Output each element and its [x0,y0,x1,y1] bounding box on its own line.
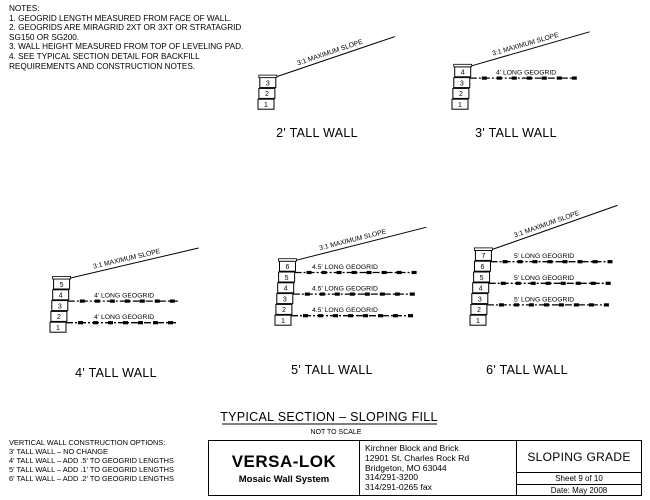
geogrid-label: 5' LONG GEOGRID [514,274,575,282]
geogrid-node [561,282,566,285]
geogrid-node [518,260,523,263]
geogrid-node [578,260,583,263]
wall-cap [259,75,277,78]
geogrid-node [305,293,310,296]
block-number: 3 [265,80,270,88]
block-number: 4 [58,292,63,300]
wall-cap [279,259,297,262]
geogrid-node [352,271,357,274]
notes-heading: NOTES: [9,4,40,13]
wall-title: 6' TALL WALL [486,363,568,377]
block-number: 3 [477,296,482,304]
geogrid-node [138,321,143,324]
block-number: 3 [282,296,287,304]
geogrid-node [531,282,536,285]
block-number: 3 [57,303,62,311]
block-number: 6 [285,264,290,271]
block-number: 2 [264,91,269,99]
wall-title: 3' TALL WALL [475,126,557,140]
brand-box [209,441,360,495]
block-number: 4 [478,285,483,293]
geogrid-node [153,321,158,324]
geogrid-node [348,314,353,317]
wall-title: 5' TALL WALL [291,363,373,377]
options-heading: VERTICAL WALL CONSTRUCTION OPTIONS: [9,438,166,447]
geogrid-node [363,314,368,317]
geogrid-node [410,293,415,296]
block-number: 6 [480,264,485,271]
geogrid-node [527,77,532,80]
sheet-number: Sheet 9 of 10 [517,473,641,485]
wall-title: 2' TALL WALL [276,126,358,140]
brand-name: VERSA-LOK [231,451,337,471]
block-number: 4 [460,69,465,77]
note-line: 3. WALL HEIGHT MEASURED FROM TOP OF LEVELING PAD. [9,42,244,52]
option-line: 4' TALL WALL – ADD .5' TO GEOGRID LENGTHS [9,456,174,465]
geogrid-node [303,314,308,317]
geogrid-label: 4' LONG GEOGRID [94,314,155,322]
option-line: 5' TALL WALL – ADD .1' TO GEOGRID LENGTHS [9,465,174,474]
block-number: 3 [459,80,464,88]
block-number: 7 [481,253,486,261]
option-line: 3' TALL WALL – NO CHANGE [9,447,108,456]
geogrid-node [604,303,609,306]
geogrid-node [591,282,596,285]
geogrid-node [606,282,611,285]
geogrid-node [80,300,85,303]
section-title: TYPICAL SECTION – SLOPING FILL [220,410,438,424]
sheet-info [516,441,641,495]
option-line: 6' TALL WALL – ADD .2' TO GEOGRID LENGTHS [9,474,174,483]
geogrid-node [557,77,562,80]
geogrid-node [170,300,175,303]
geogrid-node [307,271,312,274]
block-number: 1 [56,325,60,332]
geogrid-node [563,260,568,263]
block-number: 2 [458,91,463,99]
geogrid-node [322,271,327,274]
geogrid-node [78,321,83,324]
geogrid-node [576,282,581,285]
geogrid-node [95,300,100,303]
geogrid-node [108,321,113,324]
address-line: 314/291-3200 [365,472,419,483]
slope-line [492,205,617,249]
geogrid-node [378,314,383,317]
geogrid-node [412,271,417,274]
note-line: 1. GEOGRID LENGTH MEASURED FROM FACE OF WALL. [9,13,232,23]
geogrid-node [333,314,338,317]
block-number: 1 [264,102,268,109]
geogrid-label: 5' LONG GEOGRID [514,253,575,261]
slope-label: 3:1 MAXIMUM SLOPE [491,31,560,58]
geogrid-label: 5' LONG GEOGRID [514,296,575,304]
geogrid-node [393,314,398,317]
geogrid-node [499,303,504,306]
geogrid-node [497,77,502,80]
wall-cap [454,64,472,67]
geogrid-node [589,303,594,306]
geogrid-node [608,260,613,263]
geogrid-node [397,271,402,274]
geogrid-node [572,77,577,80]
sheet-date: Date: May 2008 [550,486,608,495]
drawing-title: SLOPING GRADE [517,441,641,473]
note-line: 4. SEE TYPICAL SECTION DETAIL FOR BACKFILL [9,51,200,61]
block-number: 2 [476,307,481,315]
block-number: 1 [476,318,480,325]
slope-line [472,32,590,66]
wall-title: 4' TALL WALL [75,366,157,380]
geogrid-node [542,77,547,80]
slope-line [277,37,395,77]
geogrid-node [318,314,323,317]
block-number: 5 [284,274,289,282]
block-number: 1 [281,318,285,325]
geogrid-node [110,300,115,303]
slope-label: 3:1 MAXIMUM SLOPE [318,228,388,253]
address-line: 314/291-0265 fax [365,482,432,493]
address-line: 12901 St. Charles Rock Rd [365,452,470,463]
geogrid-label: 4.5' LONG GEOGRID [312,307,378,315]
slope-label: 3:1 MAXIMUM SLOPE [296,38,364,68]
geogrid-node [123,321,128,324]
title-block [208,440,642,496]
address-line: Bridgeton, MO 63044 [365,462,447,473]
address-line: Kirchner Block and Brick [365,443,459,453]
geogrid-node [548,260,553,263]
block-number: 1 [458,102,462,109]
geogrid-node [382,271,387,274]
geogrid-node [395,293,400,296]
geogrid-node [546,282,551,285]
geogrid-node [482,77,487,80]
block-number: 5 [479,274,484,282]
geogrid-node [155,300,160,303]
geogrid-label: 4' LONG GEOGRID [496,69,557,77]
geogrid-node [501,282,506,285]
block-number: 5 [59,281,64,289]
geogrid-node [320,293,325,296]
geogrid-node [529,303,534,306]
geogrid-node [337,271,342,274]
slope-label: 3:1 MAXIMUM SLOPE [513,209,581,240]
geogrid-node [574,303,579,306]
block-number: 2 [281,307,286,315]
slope-line [71,248,199,278]
section-subtitle: NOT TO SCALE [310,429,362,436]
geogrid-node [512,77,517,80]
geogrid-node [350,293,355,296]
geogrid-node [544,303,549,306]
geogrid-node [514,303,519,306]
geogrid-node [367,271,372,274]
general-notes [9,4,243,71]
geogrid-node [516,282,521,285]
geogrid-label: 4.5' LONG GEOGRID [312,264,378,271]
geogrid-node [335,293,340,296]
slope-label: 3:1 MAXIMUM SLOPE [92,248,162,271]
wall-cap [53,277,71,280]
geogrid-node [593,260,598,263]
geogrid-label: 4' LONG GEOGRID [94,292,155,300]
dealer-address [365,444,469,493]
geogrid-node [125,300,130,303]
wall-cap [474,248,492,251]
geogrid-node [168,321,173,324]
geogrid-node [533,260,538,263]
block-number: 4 [283,285,288,293]
note-line: 2. GEOGRIDS ARE MIRAGRID 2XT OR 3XT OR STRATAGRID [9,23,242,33]
slope-line [297,227,427,260]
geogrid-node [559,303,564,306]
note-line: REQUIREMENTS AND CONSTRUCTION NOTES. [9,61,196,71]
block-number: 2 [56,314,61,322]
system-name: Mosaic Wall System [238,473,330,485]
geogrid-node [93,321,98,324]
geogrid-node [503,260,508,263]
geogrid-node [140,300,145,303]
note-line: SG150 OR SG200. [9,32,80,42]
construction-options [9,438,174,483]
geogrid-node [365,293,370,296]
geogrid-node [380,293,385,296]
geogrid-node [408,314,413,317]
geogrid-label: 4.5' LONG GEOGRID [312,285,378,293]
